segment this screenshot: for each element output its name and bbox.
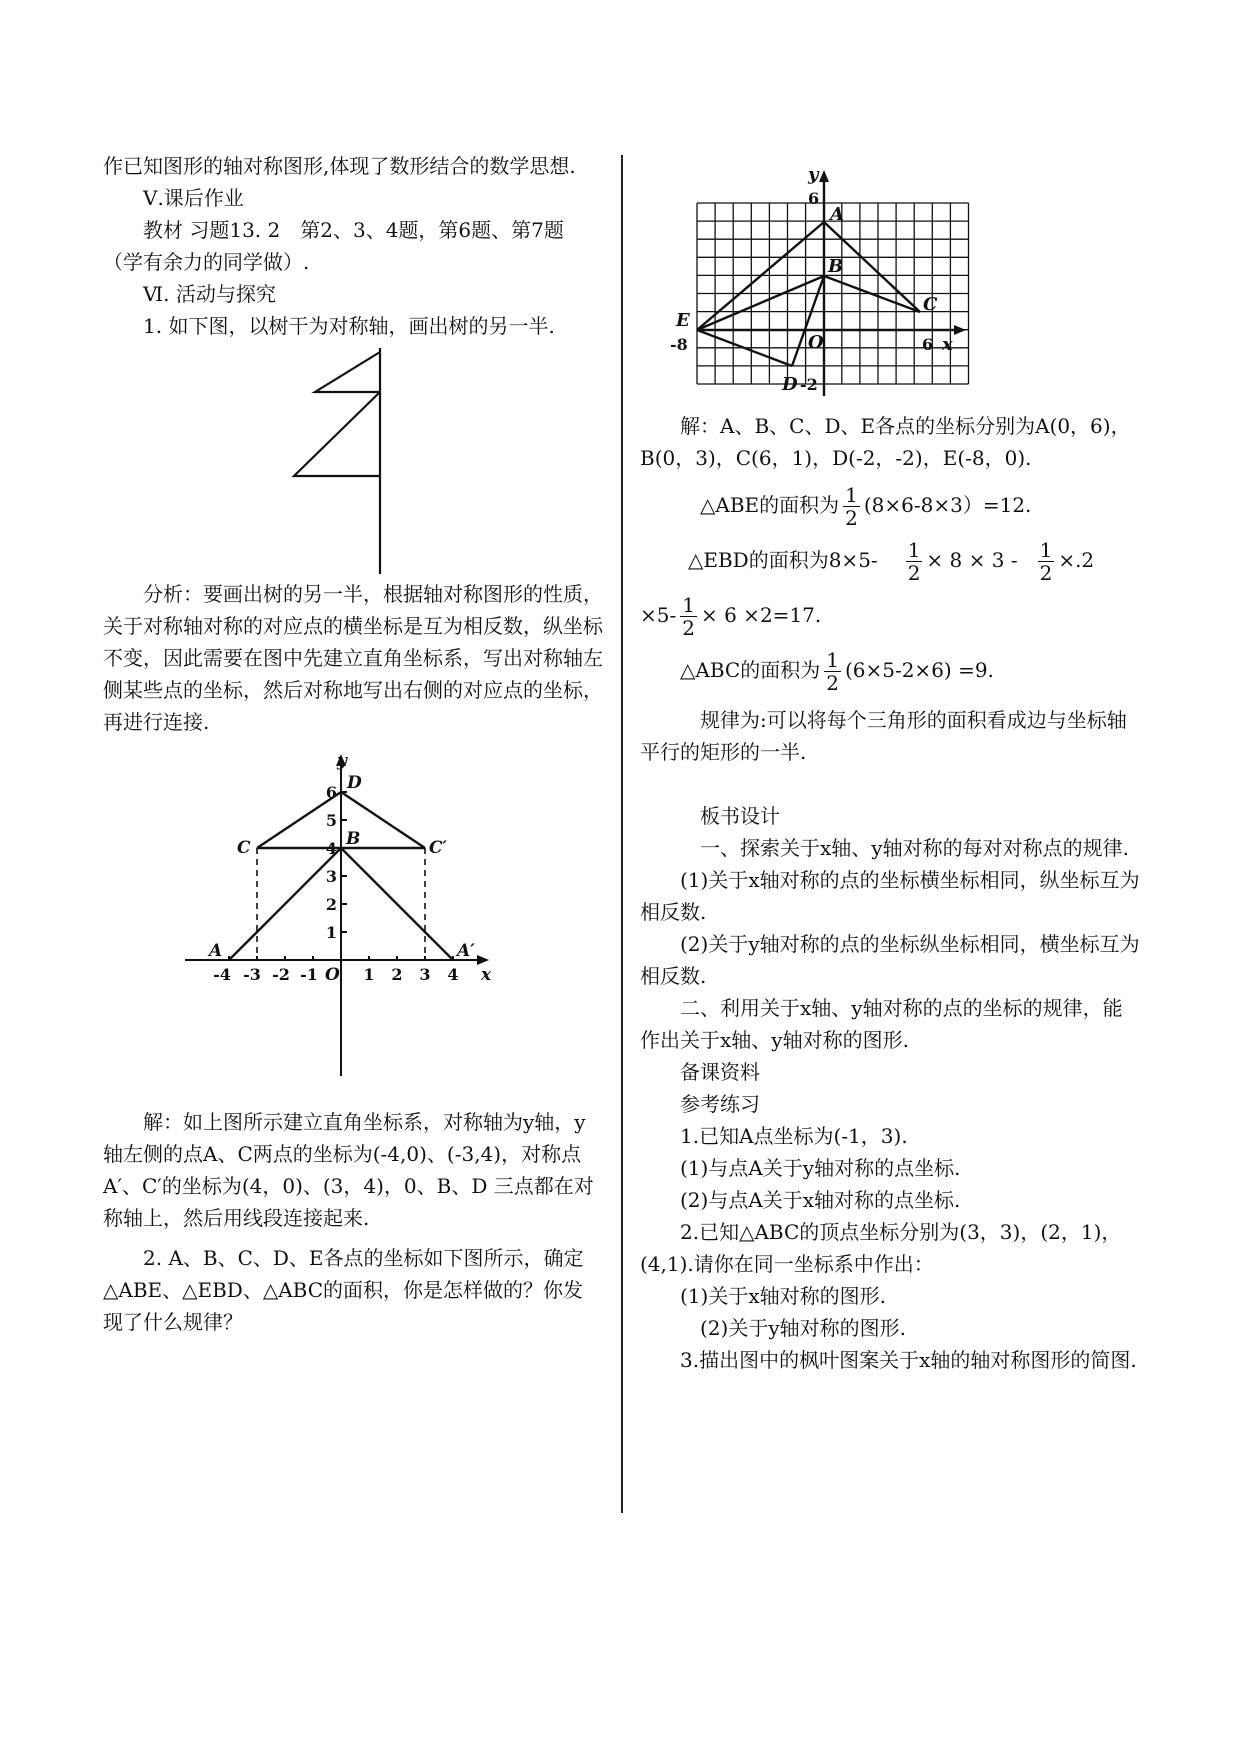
x-tick-label: -3 (243, 965, 261, 984)
column-divider (621, 155, 623, 1513)
segment-AB (229, 848, 341, 960)
board-item-1b: (2)关于y轴对称的点的坐标纵坐标相同，横坐标互为相反数. (640, 932, 1140, 988)
x-tick-label: 4 (447, 965, 459, 984)
point-A2-label: A′ (457, 941, 475, 961)
equation-ebd-continued (640, 594, 1142, 639)
equation-ebd2-suffix: × 6 ×2=17. (700, 603, 822, 627)
exercise-1: 1.已知A点坐标为(-1，3). (680, 1124, 908, 1148)
equation-abc-suffix: (6×5-2×6) =9. (844, 658, 994, 682)
fraction-denominator: 2 (907, 561, 921, 585)
segment-BA2 (341, 848, 453, 960)
equation-abc-prefix: △ABC的面积为 (680, 658, 821, 682)
y-tick-label: -2 (800, 375, 818, 394)
x-tick-label: -8 (670, 335, 688, 354)
tree-figure (103, 342, 603, 578)
y-tick-label: 6 (325, 783, 337, 802)
question-1: 1. 如下图，以树干为对称轴，画出树的另一半. (143, 314, 555, 338)
exercise-2: 2.已知△ABC的顶点坐标分别为(3，3)，(2，1)，(4,1).请你在同一坐标系中作出： (640, 1220, 1122, 1276)
tree-branch-lower (294, 392, 380, 476)
right-column (640, 150, 1142, 1376)
fraction-half (843, 484, 860, 529)
x-tick-label: 6 (922, 335, 934, 354)
point-B-label: B (346, 829, 361, 849)
fraction-numerator: 1 (845, 483, 858, 507)
equation-ebd2-prefix: ×5- (640, 603, 677, 627)
fraction-numerator: 1 (907, 538, 921, 562)
x-tick-label: 1 (363, 965, 375, 984)
point-A-label: A (209, 941, 223, 961)
point-C-label: C (237, 838, 251, 858)
x-axis-label: x (481, 965, 492, 985)
y-tick-label: 4 (325, 839, 337, 858)
point-A-label: A (830, 204, 844, 225)
x-tick-label: 2 (391, 965, 403, 984)
heading-activity: Ⅵ. 活动与探究 (143, 282, 276, 306)
y-tick-label: 5 (325, 811, 337, 830)
x-axis-label: x (942, 334, 953, 355)
equation-ebd-middle: × 8 × 3 - (926, 548, 1018, 572)
triangles-grid-graph (640, 150, 1142, 402)
x-tick-label: -2 (272, 965, 290, 984)
y-tick-label: 6 (808, 189, 820, 208)
paragraph-solution-2: 解：A、B、C、D、E各点的坐标分别为A(0，6)，B(0，3)，C(6，1)，D(-2，-2)，E(-8，0). (640, 414, 1131, 470)
x-tick-label: -1 (300, 965, 318, 984)
y-tick-label: 1 (325, 923, 337, 942)
board-item-1a: (1)关于x轴对称的点的坐标横坐标相同，纵坐标互为相反数. (640, 868, 1140, 924)
origin-label: O (325, 965, 340, 985)
tree-half-drawing (103, 342, 603, 578)
fraction-half (906, 539, 923, 584)
exercise-2a: (1)关于x轴对称的图形. (680, 1284, 886, 1308)
heading-prep-materials: 备课资料 (680, 1060, 760, 1084)
y-axis-label: y (337, 752, 347, 771)
heading-reference-exercises: 参考练习 (680, 1092, 760, 1116)
origin-label: O (808, 332, 824, 353)
symmetric-tree-graph (103, 752, 603, 1092)
point-D-label: D (782, 374, 798, 395)
fraction-half (1038, 539, 1055, 584)
exercise-1b: (2)与点A关于x轴对称的点坐标. (680, 1188, 961, 1212)
exercise-1a: (1)与点A关于y轴对称的点坐标. (680, 1156, 961, 1180)
equation-abe (640, 484, 1142, 529)
equation-abe-suffix: (8×6-8×3）=12. (863, 493, 1032, 517)
paragraph-solution-1: 解：如上图所示建立直角坐标系，对称轴为y轴，y轴左侧的点A、C两点的坐标为(-4,0)、(-3,4)，对称点A′、C′的坐标为(4，0)、(3，4)，0、B、D 三点都在对称轴上，然后用线段连接起来. (103, 1110, 594, 1230)
fraction-numerator: 1 (1039, 538, 1053, 562)
paragraph-homework: 教材 习题13. 2 第2、3、4题，第6题、第7题（学有余力的同学做）. (103, 218, 564, 274)
y-axis-arrow (819, 170, 829, 182)
x-tick-label: -4 (213, 965, 231, 984)
equation-abe-prefix: △ABE的面积为 (700, 493, 840, 517)
y-tick-label: 3 (325, 867, 337, 886)
left-column (103, 150, 603, 1338)
fraction-denominator: 2 (845, 506, 858, 530)
fraction-half (824, 649, 841, 694)
x-axis-arrow (954, 325, 966, 335)
equation-ebd-prefix: △EBD的面积为8×5- (688, 548, 878, 572)
point-B-label: B (828, 256, 844, 277)
point-D-label: D (347, 773, 362, 793)
y-axis-label: y (808, 164, 819, 185)
equation-ebd (640, 539, 1142, 584)
heading-homework: Ⅴ.课后作业 (143, 186, 244, 210)
fraction-numerator: 1 (682, 593, 695, 617)
fraction-denominator: 2 (682, 616, 695, 640)
graph2-figure (640, 150, 1142, 402)
graph1-figure (103, 752, 603, 1092)
paragraph-rule: 规律为:可以将每个三角形的面积看成边与坐标轴平行的矩形的一半. (640, 708, 1127, 764)
equation-ebd-tail: ×.2 (1058, 548, 1095, 572)
fraction-half (680, 594, 697, 639)
fraction-numerator: 1 (826, 648, 839, 672)
equation-abc (640, 649, 1142, 694)
exercise-3: 3.描出图中的枫叶图案关于x轴的轴对称图形的简图. (680, 1348, 1137, 1372)
tree-branch-upper (315, 352, 380, 392)
x-tick-label: 3 (419, 965, 431, 984)
heading-board-design: 板书设计 (700, 804, 780, 828)
exercise-2b: (2)关于y轴对称的图形. (700, 1316, 906, 1340)
question-2: 2. A、B、C、D、E各点的坐标如下图所示，确定△ABE、△EBD、△ABC的面积，你是怎样做的？你发现了什么规律？ (103, 1246, 584, 1334)
fraction-denominator: 2 (826, 671, 839, 695)
y-tick-label: 2 (325, 895, 337, 914)
board-item-2: 二、利用关于x轴、y轴对称的点的坐标的规律，能作出关于x轴、y轴对称的图形. (640, 996, 1123, 1052)
point-E-label: E (676, 310, 690, 331)
point-C-label: C (923, 294, 938, 315)
paragraph-analysis: 分析：要画出树的另一半，根据轴对称图形的性质，关于对称轴对称的对应点的横坐标是互为相反数，纵坐标不变，因此需要在图中先建立直角坐标系，写出对称轴左侧某些点的坐标，然后对称地写出右侧的对应点的坐标，再进行连接. (103, 582, 603, 734)
point-C2-label: C′ (429, 838, 448, 858)
board-item-1: 一、探索关于x轴、y轴对称的每对对称点的规律. (700, 836, 1129, 860)
x-axis-arrow (477, 955, 489, 965)
fraction-denominator: 2 (1039, 561, 1053, 585)
paragraph-conclusion: 作已知图形的轴对称图形,体现了数形结合的数学思想. (103, 154, 576, 178)
